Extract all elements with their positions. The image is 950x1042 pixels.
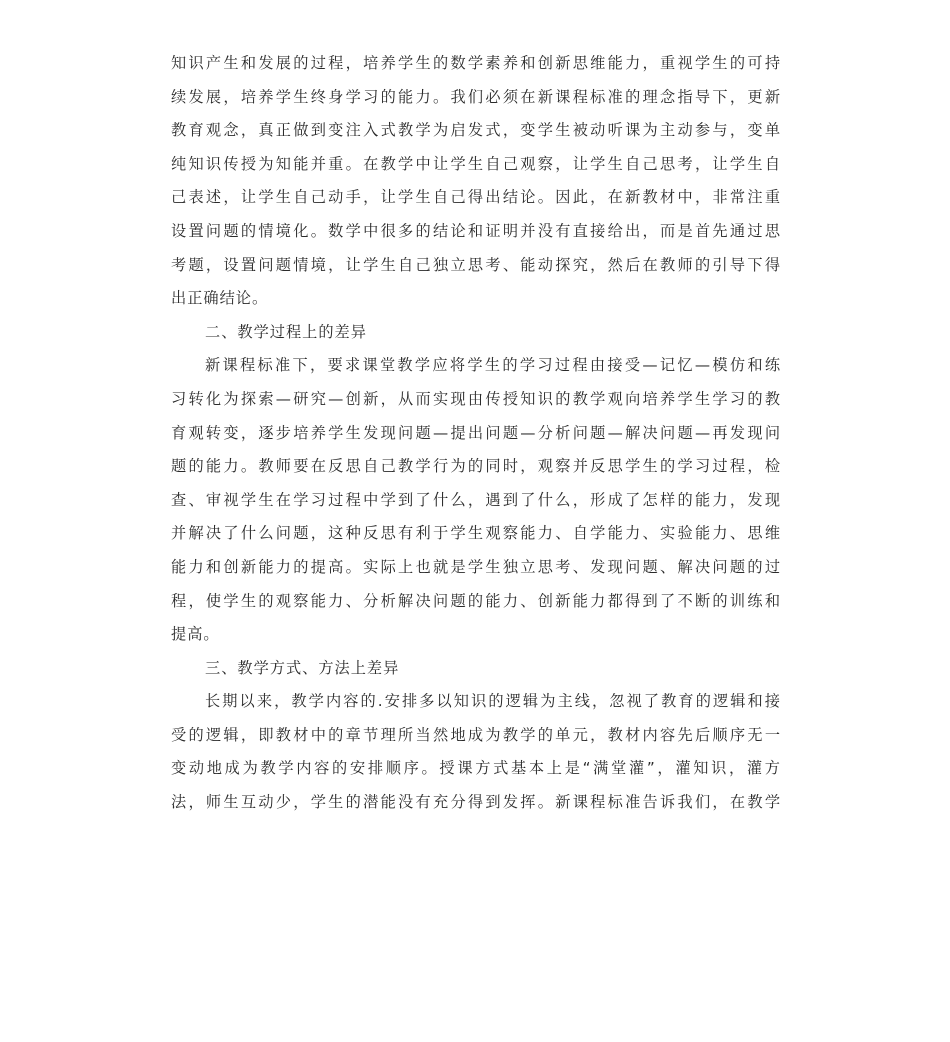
text-line: 程，使学生的观察能力、分析解决问题的能力、创新能力都得到了不断的训练和 [171, 591, 781, 610]
text-line: 考题，设置问题情境，让学生自己独立思考、能动探究，然后在教师的引导下得 [171, 255, 781, 274]
text-line: 纯知识传授为知能并重。在教学中让学生自己观察，让学生自己思考，让学生自 [171, 154, 781, 173]
paragraph-3 [171, 685, 781, 819]
section-heading-2: 二、教学过程上的差异 [205, 322, 367, 341]
text-line: 设置问题的情境化。数学中很多的结论和证明并没有直接给出，而是首先通过思 [171, 221, 781, 240]
paragraph-2 [171, 349, 781, 651]
text-line: 续发展，培养学生终身学习的能力。我们必须在新课程标准的理念指导下，更新 [171, 87, 781, 106]
document-page [171, 47, 781, 820]
text-line: 法，师生互动少，学生的潜能没有充分得到发挥。新课程标准告诉我们，在教学 [171, 793, 781, 812]
text-line: 新课程标准下，要求课堂教学应将学生的学习过程由接受—记忆—模仿和练 [205, 356, 781, 375]
text-line: 并解决了什么问题，这种反思有利于学生观察能力、自学能力、实验能力、思维 [171, 524, 781, 543]
text-line: 知识产生和发展的过程，培养学生的数学素养和创新思维能力，重视学生的可持 [171, 54, 781, 72]
text-line: 提高。 [171, 625, 220, 644]
text-line: 习转化为探索—研究—创新，从而实现由传授知识的教学观向培养学生学习的教 [171, 389, 781, 408]
text-line: 长期以来，教学内容的.安排多以知识的逻辑为主线，忽视了教育的逻辑和接 [205, 692, 781, 711]
text-line: 己表述，让学生自己动手，让学生自己得出结论。因此，在新教材中，非常注重 [171, 188, 781, 207]
text-line: 题的能力。教师要在反思自己教学行为的同时，观察并反思学生的学习过程，检 [171, 457, 781, 476]
paragraph-1 [171, 47, 781, 316]
text-line: 受的逻辑，即教材中的章节理所当然地成为教学的单元，教材内容先后顺序无一 [171, 725, 781, 744]
text-line: 能力和创新能力的提高。实际上也就是学生独立思考、发现问题、解决问题的过 [171, 557, 781, 576]
section-heading-3: 三、教学方式、方法上差异 [205, 658, 400, 677]
text-line: 查、审视学生在学习过程中学到了什么，遇到了什么，形成了怎样的能力，发现 [171, 490, 781, 509]
text-line: 育观转变，逐步培养学生发现问题—提出问题—分析问题—解决问题—再发现问 [171, 423, 781, 442]
text-line: 变动地成为教学内容的安排顺序。授课方式基本上是“满堂灌”，灌知识，灌方 [171, 759, 781, 778]
text-line: 教育观念，真正做到变注入式教学为启发式，变学生被动听课为主动参与，变单 [171, 121, 781, 140]
text-line: 出正确结论。 [171, 289, 269, 308]
